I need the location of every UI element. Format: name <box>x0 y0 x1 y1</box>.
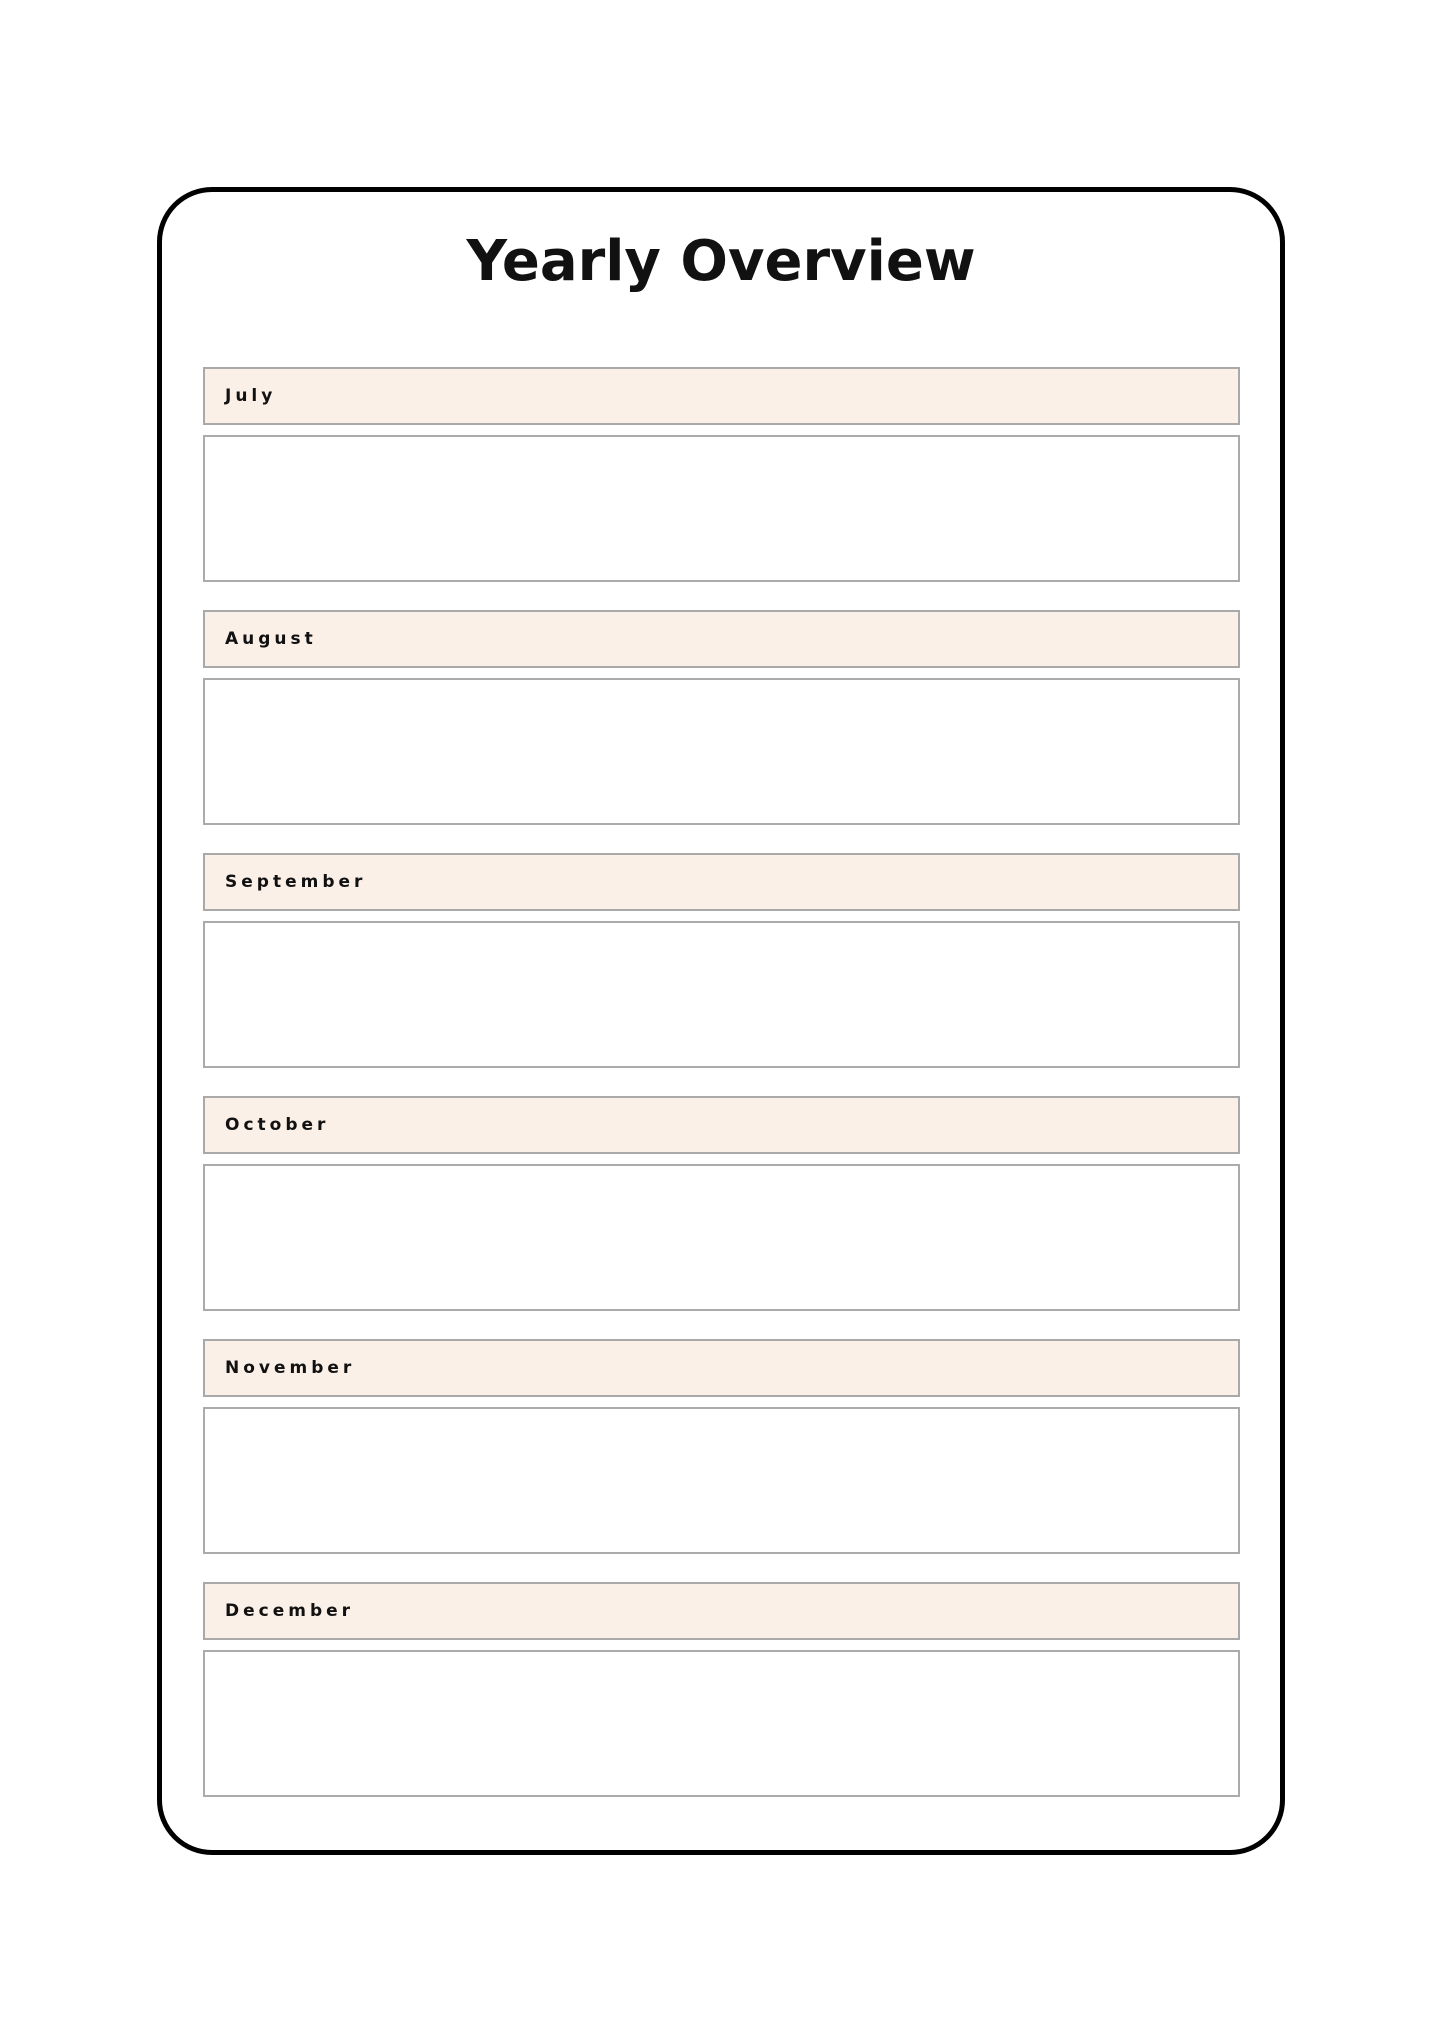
month-header-october <box>203 1096 1240 1154</box>
month-header-august <box>203 610 1240 668</box>
month-label: September <box>225 872 367 892</box>
page-title: Yearly Overview <box>466 229 976 294</box>
month-section-october <box>203 1096 1240 1311</box>
month-section-november <box>203 1339 1240 1554</box>
month-notes-box-july[interactable] <box>203 435 1240 582</box>
month-notes-box-november[interactable] <box>203 1407 1240 1554</box>
month-section-december <box>203 1582 1240 1797</box>
month-header-november <box>203 1339 1240 1397</box>
month-sections <box>203 367 1240 1825</box>
month-label: December <box>225 1601 355 1621</box>
month-header-september <box>203 853 1240 911</box>
month-label: July <box>225 386 277 406</box>
month-header-july <box>203 367 1240 425</box>
month-notes-box-august[interactable] <box>203 678 1240 825</box>
month-section-september <box>203 853 1240 1068</box>
month-notes-box-september[interactable] <box>203 921 1240 1068</box>
month-label: August <box>225 629 317 649</box>
month-header-december <box>203 1582 1240 1640</box>
month-notes-box-december[interactable] <box>203 1650 1240 1797</box>
month-notes-box-october[interactable] <box>203 1164 1240 1311</box>
planner-card <box>157 187 1285 1855</box>
month-label: November <box>225 1358 356 1378</box>
month-label: October <box>225 1115 330 1135</box>
month-section-july <box>203 367 1240 582</box>
month-section-august <box>203 610 1240 825</box>
